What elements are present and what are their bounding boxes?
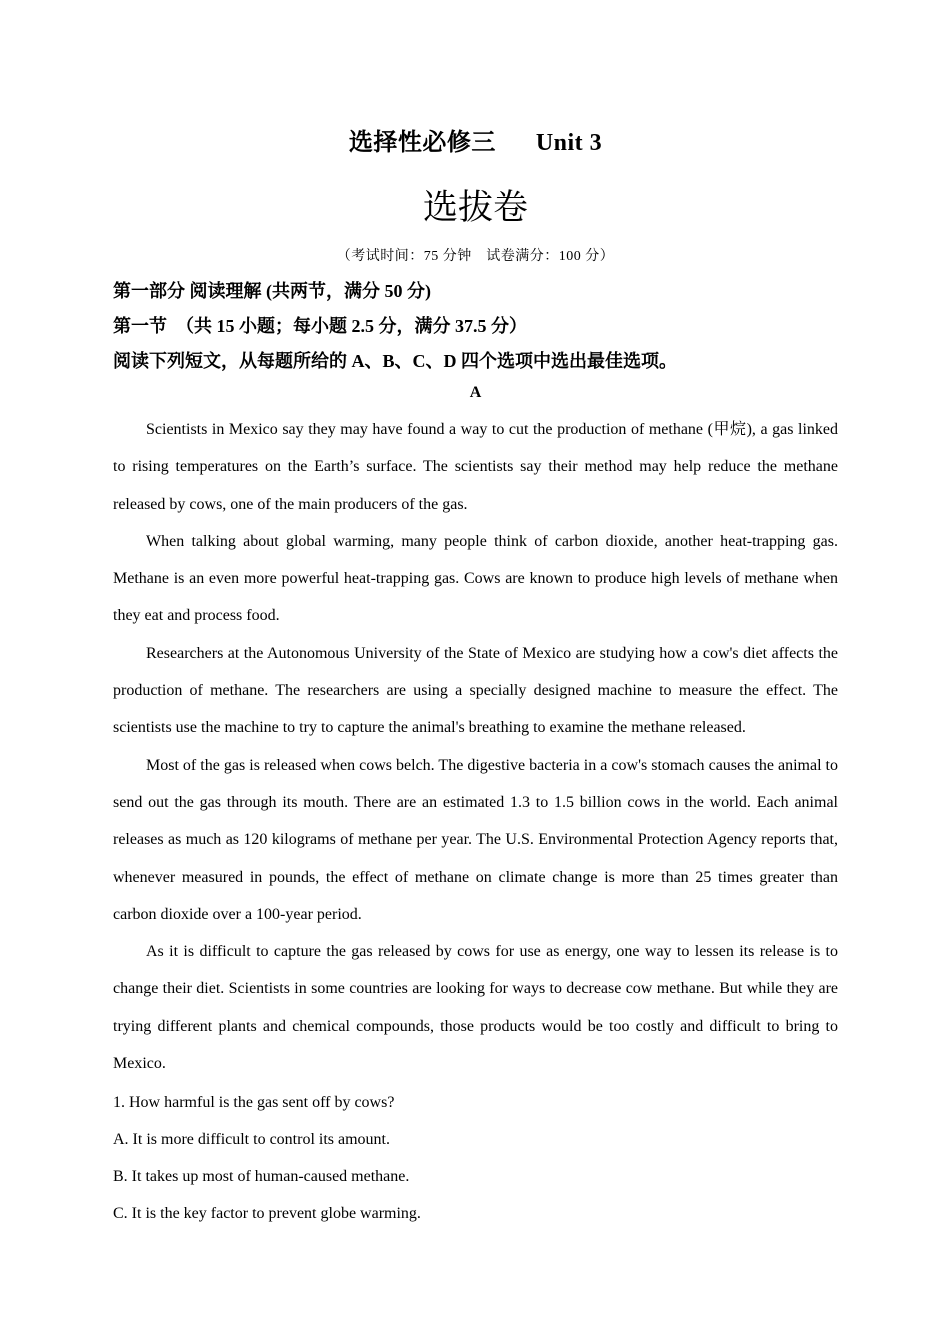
question-option-c[interactable]: C. It is the key factor to prevent globe warming.	[113, 1205, 421, 1223]
page-subtitle: 选拔卷	[422, 188, 528, 228]
page-title	[113, 122, 838, 157]
question-stem: 1. How harmful is the gas sent off by cows?	[113, 1093, 395, 1111]
reading-passage	[113, 411, 838, 1082]
passage-paragraph: Scientists in Mexico say they may have found a way to cut the production of methane (甲烷), a gas linked to rising temperatures on the Earth’s surface. The scientists say their method may help reduce the methane released by cows, one of the main producers of the gas.	[113, 421, 838, 513]
passage-paragraph: As it is difficult to capture the gas released by cows for use as energy, one way to lessen its release is to change their diet. Scientists in some countries are looking for ways to decrease cow methane. But while they are trying different plants and chemical compounds, those products would be too costly and difficult to bring to Mexico.	[113, 943, 838, 1073]
instruction-heading: 阅读下列短文，从每题所给的 A、B、C、D 四个选项中选出最佳选项。	[113, 351, 677, 371]
title-main: 选择性必修三	[348, 130, 496, 156]
question-1	[113, 1084, 838, 1233]
passage-label: A	[469, 384, 482, 401]
part-heading: 第一部分 阅读理解 (共两节，满分 50 分)	[113, 281, 431, 301]
passage-paragraph: Researchers at the Autonomous University of the State of Mexico are studying how a cow's diet affects the production of methane. The researchers are using a specially designed machine to measure the effect. The scientists use the machine to try to capture the animal's breathing to examine the methane released.	[113, 644, 838, 737]
question-option-a[interactable]: A. It is more difficult to control its amount.	[113, 1130, 390, 1148]
exam-info: （考试时间：75 分钟 试卷满分：100 分）	[336, 249, 615, 264]
passage-paragraph: When talking about global warming, many people think of carbon dioxide, another heat-trapping gas. Methane is an even more powerful heat-trapping gas. Cows are known to produce high levels of methane when they eat and process food.	[113, 532, 838, 625]
question-option-b[interactable]: B. It takes up most of human-caused methane.	[113, 1168, 410, 1186]
section-heading: 第一节 （共 15 小题；每小题 2.5 分，满分 37.5 分）	[113, 316, 527, 336]
passage-paragraph: Most of the gas is released when cows belch. The digestive bacteria in a cow's stomach causes the animal to send out the gas through its mouth. There are an estimated 1.3 to 1.5 billion cows in the world. Each animal releases as much as 120 kilograms of methane per year. The U.S. Environmental Protection Agency reports that, whenever measured in pounds, the effect of methane on climate change is more than 25 times greater than carbon dioxide over a 100-year period.	[113, 756, 838, 923]
title-unit: Unit 3	[535, 130, 603, 156]
